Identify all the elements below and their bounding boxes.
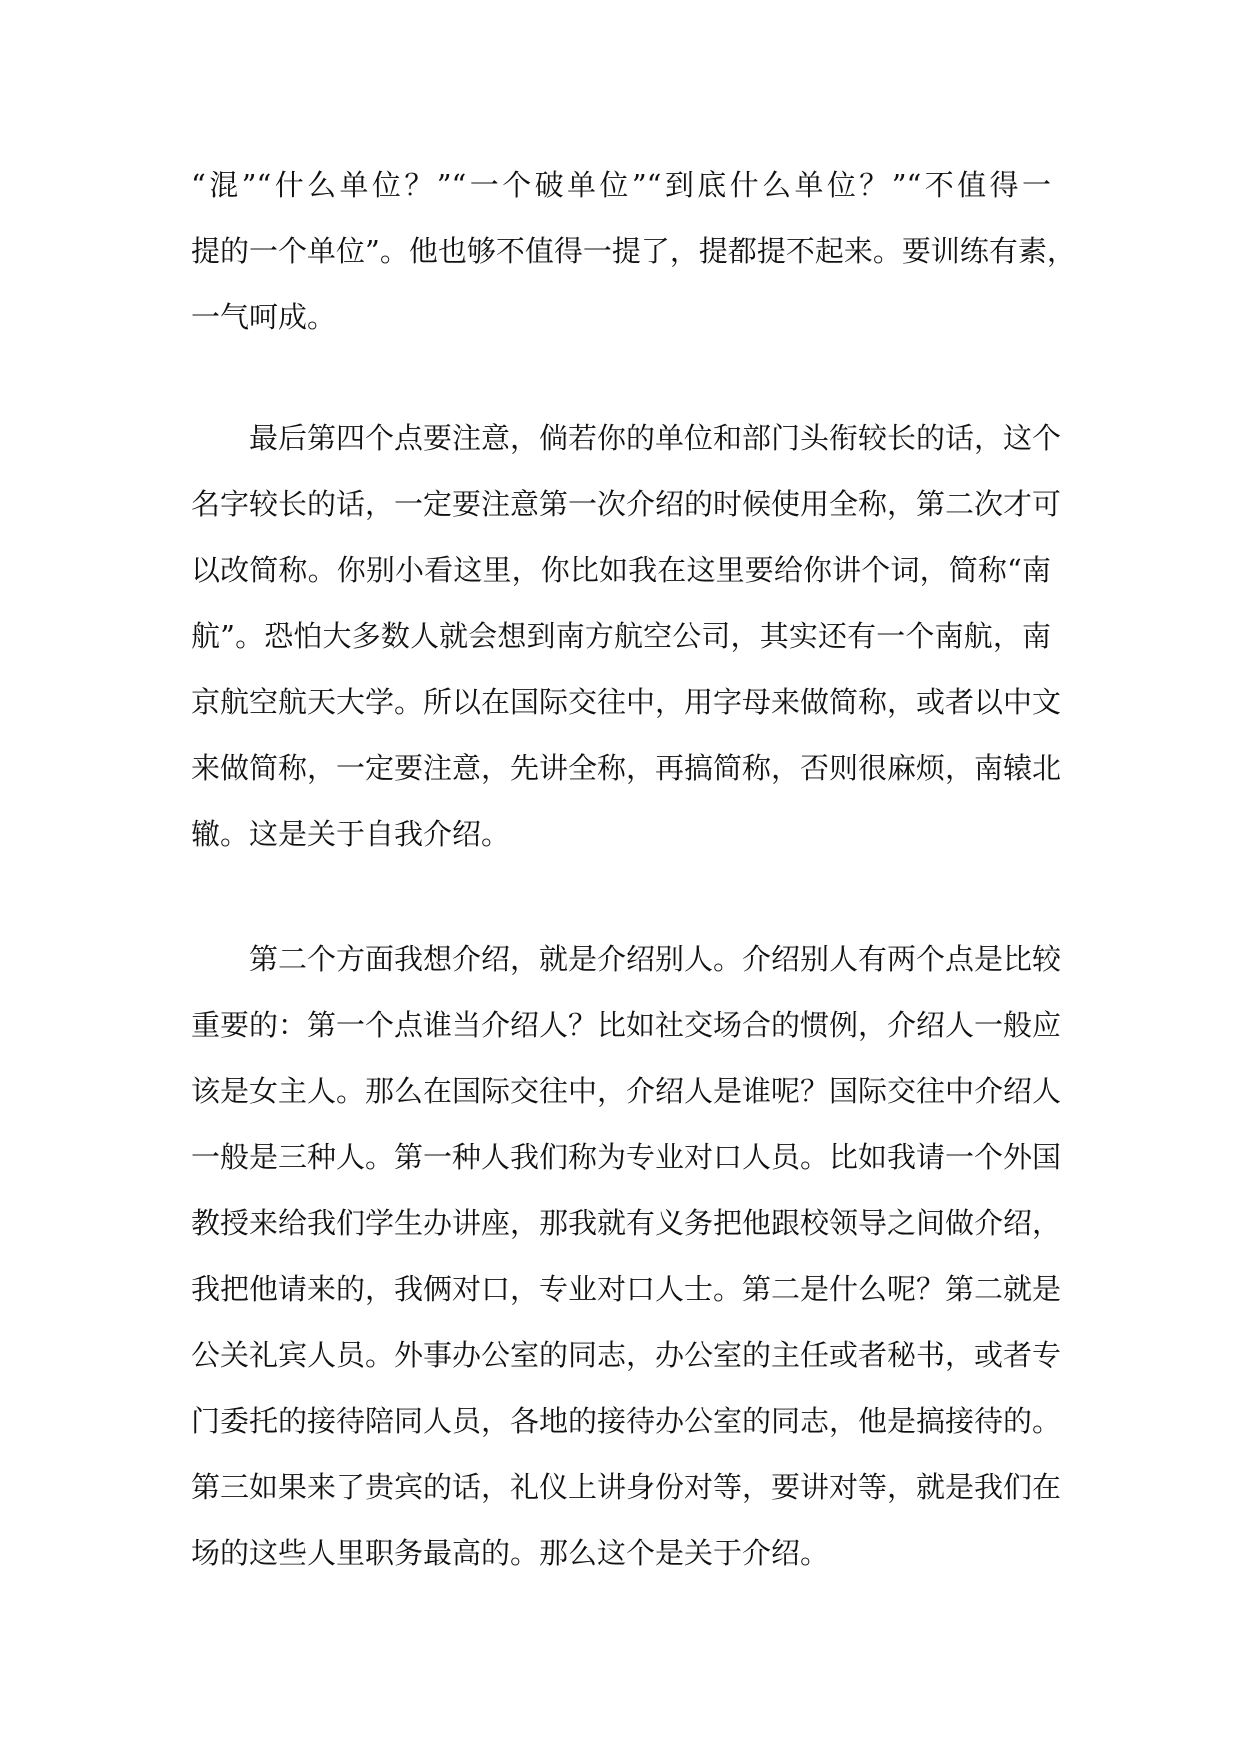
text-line: 公关礼宾人员。外事办公室的同志，办公室的主任或者秘书，或者专 — [191, 1338, 1062, 1372]
text-line: 最后第四个点要注意，倘若你的单位和部门头衔较长的话，这个 — [249, 421, 1062, 455]
text-line: 一般是三种人。第一种人我们称为专业对口人员。比如我请一个外国 — [191, 1140, 1062, 1174]
text-line: 名字较长的话，一定要注意第一次介绍的时候使用全称，第二次才可 — [191, 487, 1062, 521]
paragraph-continuation — [191, 152, 1076, 350]
paragraph-introducing-others — [191, 926, 1062, 1586]
text-line: 辙。这是关于自我介绍。 — [191, 817, 511, 851]
text-line: 航”。恐怕大多数人就会想到南方航空公司，其实还有一个南航，南 — [191, 619, 1051, 653]
text-line: 场的这些人里职务最高的。那么这个是关于介绍。 — [191, 1536, 830, 1570]
text-line: 来做简称，一定要注意，先讲全称，再搞简称，否则很麻烦，南辕北 — [191, 751, 1062, 785]
text-line: 重要的：第一个点谁当介绍人？比如社交场合的惯例，介绍人一般应 — [191, 1008, 1062, 1042]
text-line: “混”“什么单位？”“一个破单位”“到底什么单位？”“不值得一 — [191, 168, 1051, 202]
text-line: 以改简称。你别小看这里，你比如我在这里要给你讲个词，简称“南 — [191, 553, 1051, 587]
text-line: 京航空航天大学。所以在国际交往中，用字母来做简称，或者以中文 — [191, 685, 1062, 719]
text-line: 提的一个单位”。他也够不值得一提了，提都提不起来。要训练有素， — [191, 234, 1076, 268]
paragraph-fourth-point — [191, 405, 1062, 867]
text-line: 第二个方面我想介绍，就是介绍别人。介绍别人有两个点是比较 — [249, 942, 1062, 976]
text-line: 该是女主人。那么在国际交往中，介绍人是谁呢？国际交往中介绍人 — [191, 1074, 1062, 1108]
text-line: 我把他请来的，我俩对口，专业对口人士。第二是什么呢？第二就是 — [191, 1272, 1062, 1306]
text-line: 一气呵成。 — [191, 300, 337, 334]
text-line: 门委托的接待陪同人员，各地的接待办公室的同志，他是搞接待的。 — [191, 1404, 1062, 1438]
text-line: 第三如果来了贵宾的话，礼仪上讲身份对等，要讲对等，就是我们在 — [191, 1470, 1062, 1504]
text-line: 教授来给我们学生办讲座，那我就有义务把他跟校领导之间做介绍， — [191, 1206, 1062, 1240]
